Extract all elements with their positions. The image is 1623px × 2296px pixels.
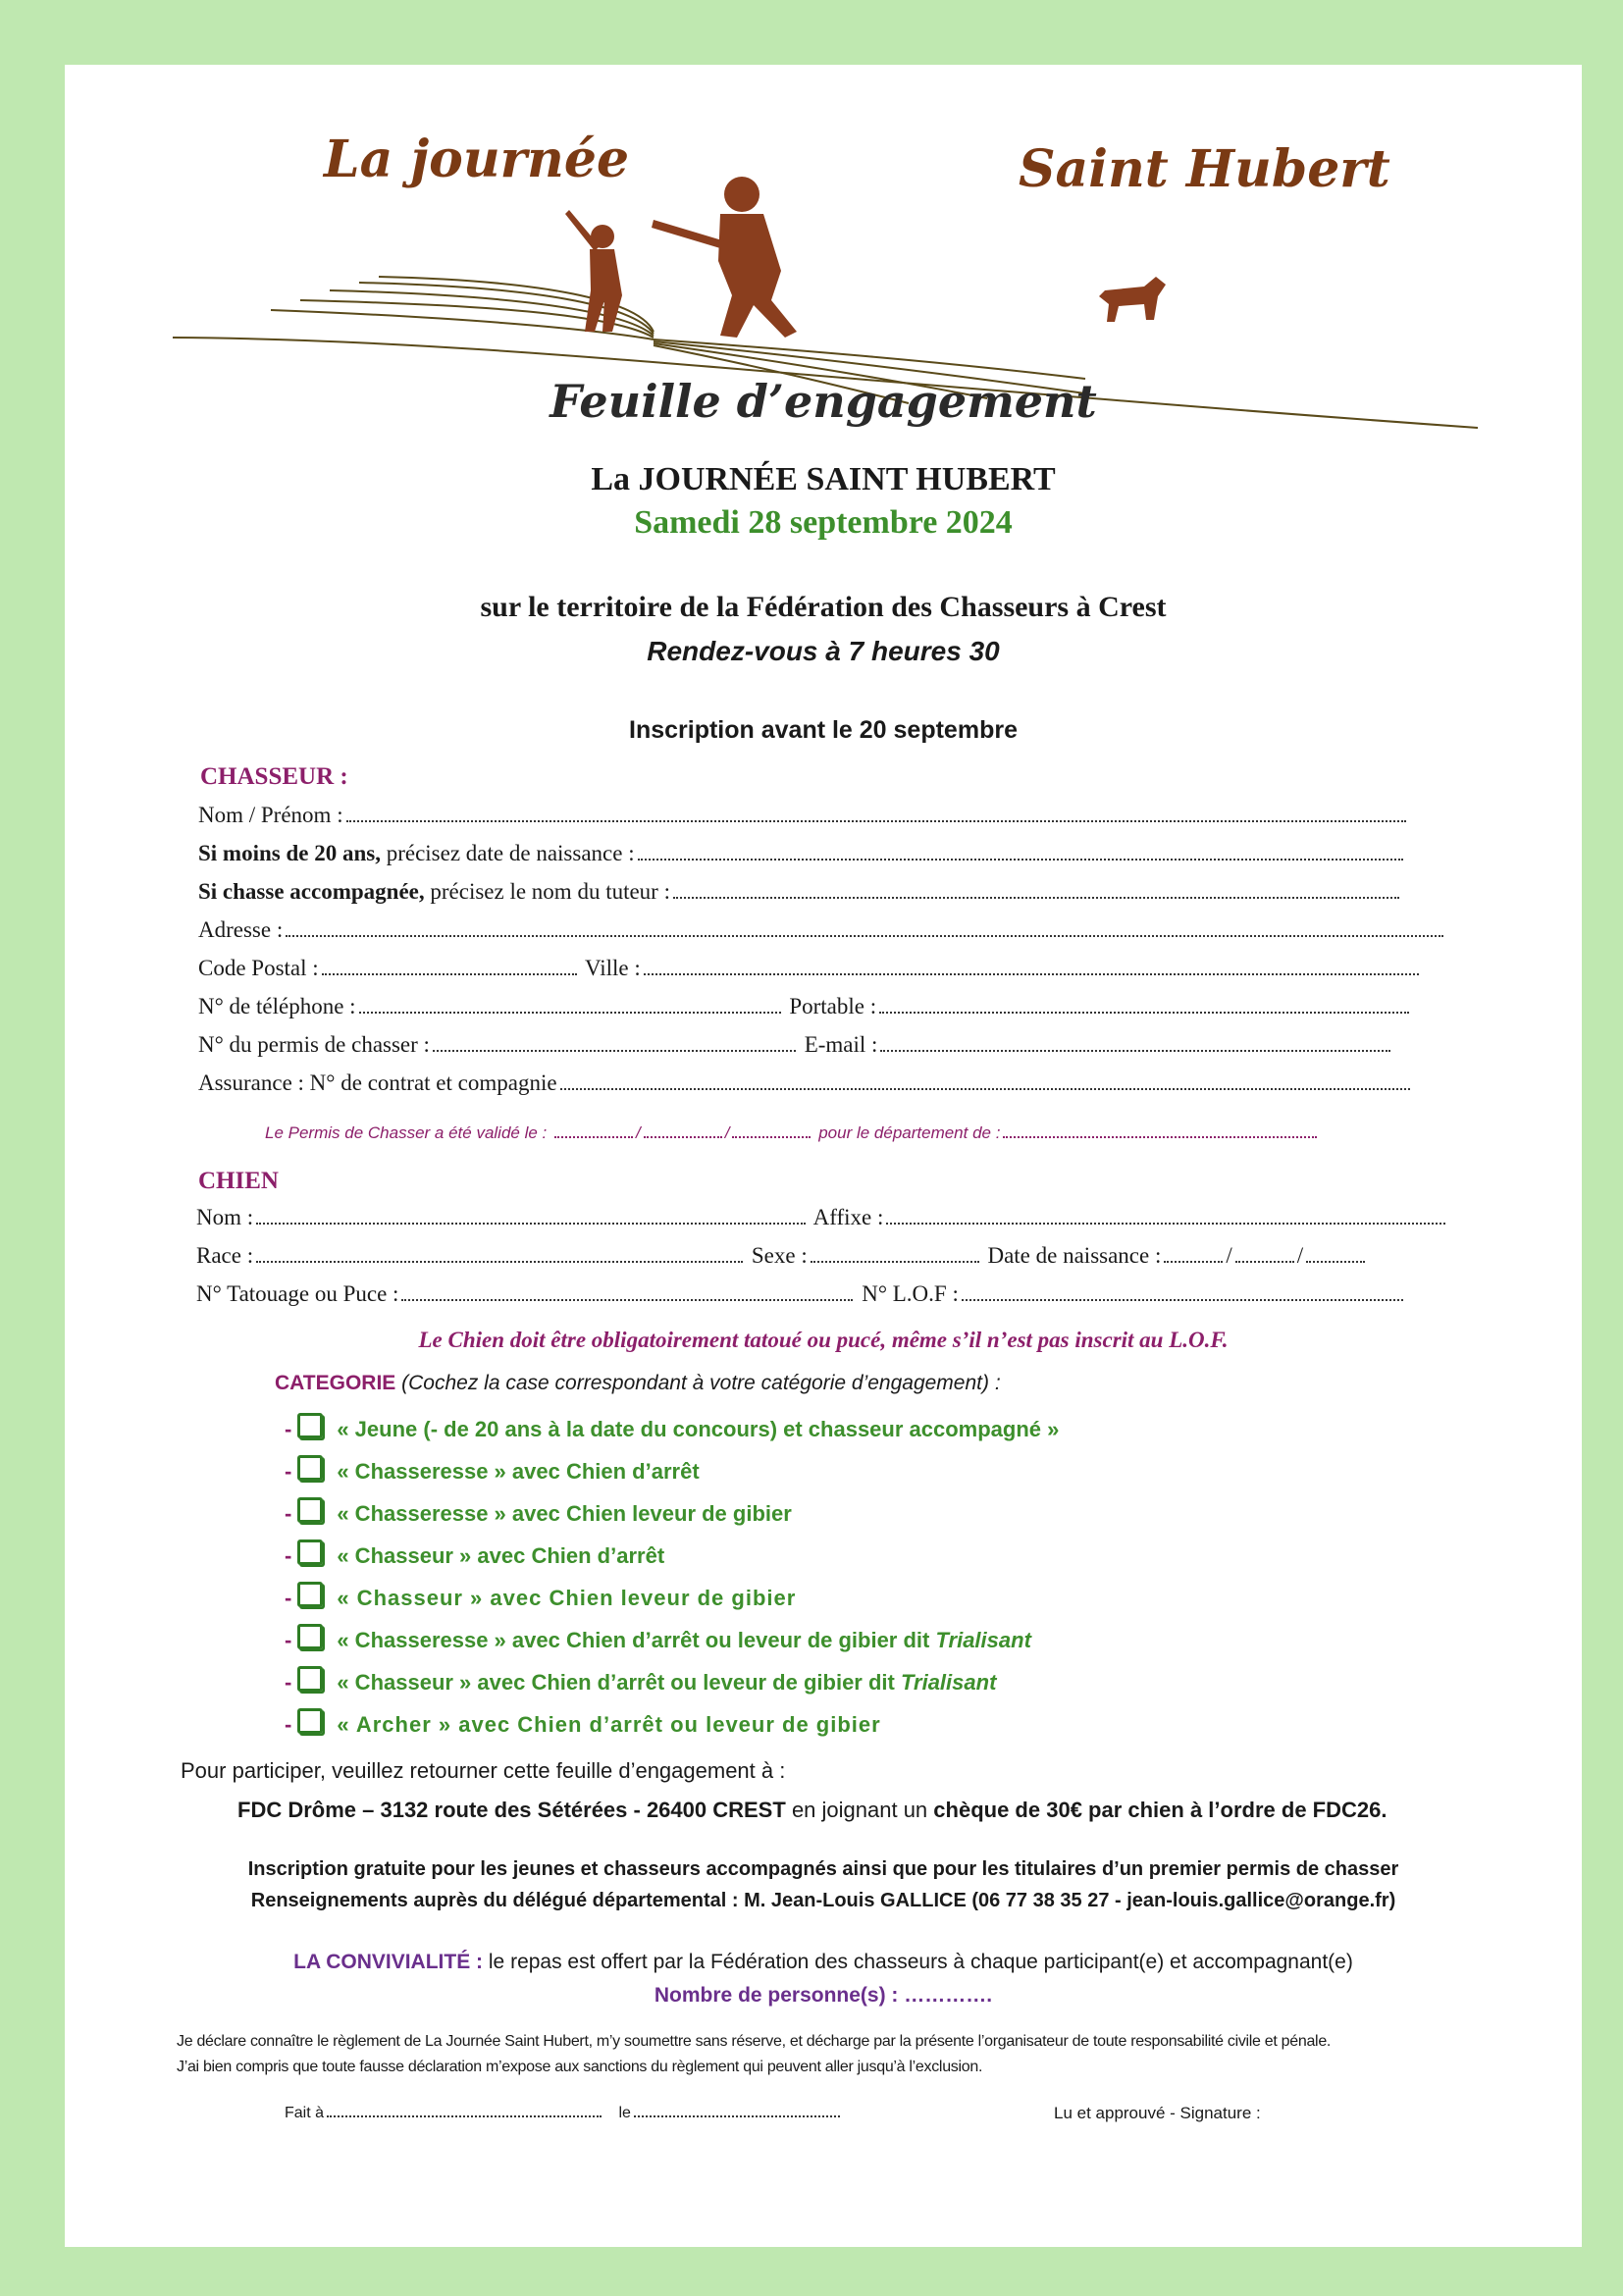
people-count-field[interactable]: Nombre de personne(s) : …………. (654, 1984, 993, 2007)
category-checkbox[interactable] (297, 1455, 323, 1481)
conviviality-heading: LA CONVIVIALITÉ : (293, 1951, 484, 1973)
category-label: « Jeune (- de 20 ans à la date du concours) et chasseur accompagné » (337, 1417, 1060, 1441)
category-heading: CATEGORIE (275, 1372, 396, 1394)
category-checkbox[interactable] (297, 1582, 323, 1607)
category-label: « Chasseur » avec Chien leveur de gibier (337, 1586, 797, 1610)
hunter-name-input[interactable] (346, 803, 1406, 822)
conviviality-line (65, 1951, 1582, 1974)
lof-input[interactable] (962, 1281, 1403, 1301)
department-label: pour le département de : (818, 1123, 1001, 1142)
permit-validation-field[interactable]: Le Permis de Chasser a été validé le : / / pour le département de : (265, 1119, 1320, 1143)
category-option-3[interactable]: - « Chasseresse » avec Chien leveur de gibier (285, 1497, 792, 1527)
category-label: « Chasseur » avec Chien d’arrêt ou leveur de gibier dit (337, 1670, 901, 1695)
mobile-label: Portable : (789, 994, 877, 1018)
category-checkbox[interactable] (297, 1666, 323, 1692)
phone-field[interactable] (198, 994, 1412, 1019)
conviviality-text: le repas est offert par la Fédération des chasseurs à chaque participant(e) et accompagnant(e) (488, 1951, 1353, 1973)
category-label: « Archer » avec Chien d’arrêt ou leveur de gibier (337, 1712, 881, 1737)
accompanied-label: Si chasse accompagnée, (198, 879, 425, 904)
category-option-4[interactable]: - « Chasseur » avec Chien d’arrêt (285, 1539, 664, 1569)
permit-input[interactable] (433, 1032, 796, 1052)
registration-deadline: Inscription avant le 20 septembre (629, 716, 1018, 744)
email-input[interactable] (880, 1032, 1390, 1052)
tutor-input[interactable] (673, 879, 1399, 899)
postal-label: Code Postal : (198, 956, 319, 980)
insurance-input[interactable] (560, 1070, 1410, 1090)
cheque-info: chèque de 30€ par chien à l’ordre de FDC26. (933, 1798, 1387, 1822)
hunter-name-label: Nom / Prénom : (198, 803, 343, 827)
city-input[interactable] (644, 956, 1419, 975)
address-label: Adresse : (198, 917, 284, 942)
validation-month-input[interactable] (644, 1119, 722, 1138)
event-date: Samedi 28 septembre 2024 (634, 504, 1013, 541)
category-option-1[interactable]: - « Jeune (- de 20 ans à la date du concours) et chasseur accompagné » (285, 1413, 1059, 1442)
sex-label: Sexe : (751, 1243, 808, 1268)
dog-name-field[interactable] (196, 1205, 1448, 1230)
category-hint: (Cochez la case correspondant à votre catégorie d’engagement) : (401, 1372, 1001, 1394)
breed-field[interactable]: Race : Sexe : Date de naissance : / / (196, 1243, 1368, 1269)
permit-validation-label: Le Permis de Chasser a été validé le : (265, 1123, 548, 1142)
dog-heading: CHIEN (198, 1168, 279, 1194)
tattoo-input[interactable] (401, 1281, 853, 1301)
done-at-input[interactable] (327, 2104, 602, 2117)
under20-hint: précisez date de naissance : (386, 841, 635, 865)
return-instructions: Pour participer, veuillez retourner cette feuille d’engagement à : (181, 1758, 786, 1783)
done-at-label: Fait à (285, 2105, 325, 2121)
affix-label: Affixe : (812, 1205, 884, 1229)
mobile-input[interactable] (879, 994, 1409, 1014)
logo-text-left: La journée (324, 130, 630, 189)
return-address: FDC Drôme – 3132 route des Sétérées - 26400 CREST (237, 1798, 786, 1822)
return-address-line (237, 1798, 1387, 1823)
category-option-7[interactable]: - « Chasseur » avec Chien d’arrêt ou leveur de gibier dit Trialisant (285, 1666, 996, 1696)
city-label: Ville : (585, 956, 641, 980)
category-option-5[interactable]: - « Chasseur » avec Chien leveur de gibier (285, 1582, 796, 1611)
lof-label: N° L.O.F : (862, 1281, 959, 1306)
dog-name-label: Nom : (196, 1205, 254, 1229)
date-label: le (618, 2105, 631, 2121)
affix-input[interactable] (886, 1205, 1445, 1225)
rendezvous-time: Rendez-vous à 7 heures 30 (647, 636, 1000, 666)
address-field[interactable] (198, 917, 1446, 943)
page-title: Feuille d’engagement (550, 375, 1097, 428)
dog-birth-month-input[interactable] (1235, 1243, 1294, 1263)
sex-input[interactable] (811, 1243, 979, 1263)
declaration-line-1: Je déclare connaître le règlement de La Journée Saint Hubert, m’y soumettre sans réserve, et décharge par la présente l’organisateur de toute responsabilité civile et pénale. (177, 2033, 1332, 2050)
category-checkbox[interactable] (297, 1539, 323, 1565)
hunter-heading: CHASSEUR : (200, 763, 348, 790)
tattoo-label: N° Tatouage ou Puce : (196, 1281, 399, 1306)
postal-city-field[interactable] (198, 956, 1422, 981)
dog-birth-year-input[interactable] (1306, 1243, 1365, 1263)
accompanied-hint: précisez le nom du tuteur : (430, 879, 670, 904)
registration-sheet (65, 65, 1582, 2247)
declaration-line-2: J’ai bien compris que toute fausse déclaration m’expose aux sanctions du règlement qui peuvent aller jusqu’à l’exclusion. (177, 2059, 983, 2075)
contact-info: Renseignements auprès du délégué départemental : M. Jean-Louis GALLICE (06 77 38 35 27 - jean-louis.gallice@orange.fr) (250, 1890, 1396, 1911)
validation-year-input[interactable] (732, 1119, 811, 1138)
permit-field[interactable] (198, 1032, 1393, 1058)
category-checkbox[interactable] (297, 1624, 323, 1649)
permit-label: N° du permis de chasser : (198, 1032, 430, 1057)
category-option-2[interactable]: - « Chasseresse » avec Chien d’arrêt (285, 1455, 700, 1485)
category-label-italic: Trialisant (900, 1670, 997, 1695)
email-label: E-mail : (804, 1032, 878, 1057)
category-label: « Chasseresse » avec Chien d’arrêt ou leveur de gibier dit (337, 1628, 936, 1652)
insurance-label: Assurance : N° de contrat et compagnie (198, 1070, 557, 1095)
signature-line[interactable] (285, 2104, 843, 2122)
dog-name-input[interactable] (256, 1205, 806, 1225)
validation-day-input[interactable] (554, 1119, 633, 1138)
category-label: « Chasseresse » avec Chien leveur de gibier (337, 1501, 792, 1526)
return-address-mid: en joignant un (791, 1798, 928, 1822)
phone-input[interactable] (359, 994, 781, 1014)
under20-label: Si moins de 20 ans, (198, 841, 381, 865)
birthdate-field[interactable] (198, 841, 1406, 866)
category-option-6[interactable]: - « Chasseresse » avec Chien d’arrêt ou leveur de gibier dit Trialisant (285, 1624, 1031, 1653)
dog-birth-day-input[interactable] (1164, 1243, 1223, 1263)
event-location: sur le territoire de la Fédération des Chasseurs à Crest (480, 591, 1167, 623)
category-label: « Chasseur » avec Chien d’arrêt (337, 1543, 665, 1568)
logo-text-right: Saint Hubert (1019, 139, 1390, 199)
hunter-name-field[interactable] (198, 803, 1409, 828)
category-label-italic: Trialisant (935, 1628, 1031, 1652)
signature-label[interactable]: Lu et approuvé - Signature : (1054, 2104, 1261, 2122)
dog-tattoo-notice: Le Chien doit être obligatoirement tatoué ou pucé, même s’il n’est pas inscrit au L.O.F. (418, 1328, 1229, 1352)
free-registration-note: Inscription gratuite pour les jeunes et chasseurs accompagnés ainsi que pour les titulaires d’un premier permis de chasser (247, 1858, 1399, 1880)
address-input[interactable] (286, 917, 1443, 937)
category-checkbox[interactable] (297, 1413, 323, 1438)
insurance-field[interactable] (198, 1070, 1413, 1096)
category-header (275, 1372, 1001, 1395)
date-input[interactable] (634, 2104, 840, 2117)
category-label: « Chasseresse » avec Chien d’arrêt (337, 1459, 700, 1484)
department-input[interactable] (1003, 1119, 1317, 1138)
phone-label: N° de téléphone : (198, 994, 356, 1018)
event-name: La JOURNÉE SAINT HUBERT (591, 461, 1056, 497)
tutor-field[interactable] (198, 879, 1402, 905)
dog-birth-label: Date de naissance : (987, 1243, 1162, 1268)
breed-input[interactable] (256, 1243, 743, 1263)
breed-label: Race : (196, 1243, 254, 1268)
category-option-8[interactable]: - « Archer » avec Chien d’arrêt ou leveur de gibier (285, 1708, 881, 1738)
category-checkbox[interactable] (297, 1497, 323, 1523)
birthdate-input[interactable] (638, 841, 1403, 861)
tattoo-field[interactable] (196, 1281, 1406, 1307)
postal-input[interactable] (322, 956, 577, 975)
category-checkbox[interactable] (297, 1708, 323, 1734)
